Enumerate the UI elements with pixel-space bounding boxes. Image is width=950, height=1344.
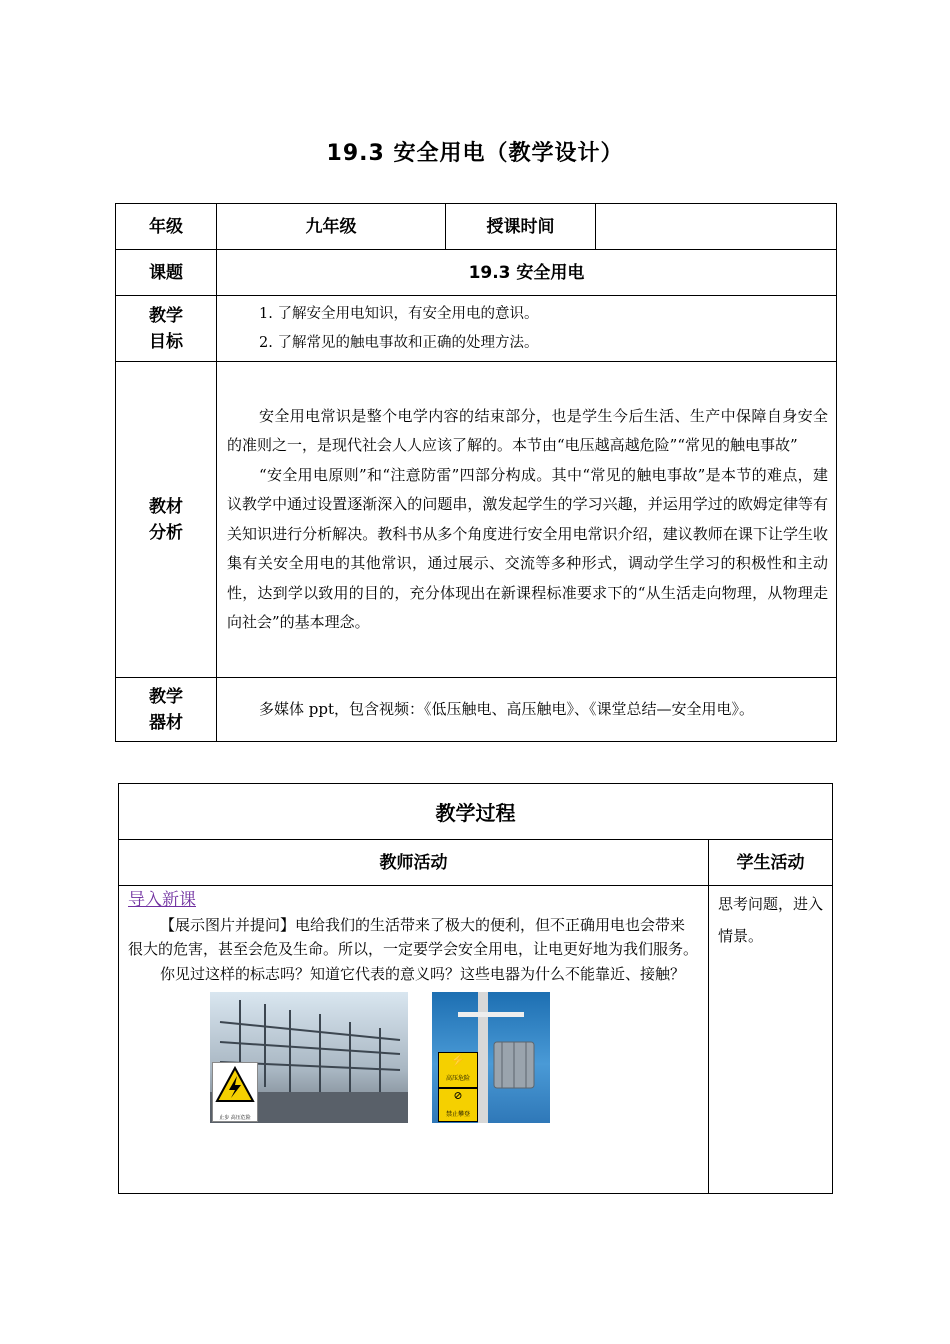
teaching-process-table bbox=[118, 783, 833, 1194]
intro-section-link[interactable]: 导入新课 bbox=[128, 890, 196, 910]
grade-row bbox=[116, 204, 837, 250]
analysis-paragraph: “安全用电原则”和“注意防雷”四部分构成。其中“常见的触电事故”是本节的难点，建议教学中通过设置逐渐深入的问题串，激发起学生的学习兴趣，并运用学过的欧姆定律等有关知识进行分析解决。教科书从多个角度进行安全用电常识介绍，建议教师在课下让学生收集有关安全用电的其他常识，通过展示、交流等多种形式，调动学生学习的积极性和主动性，达到学以致用的目的，充分体现出在新课程标准要求下的“从生活走向物理，从物理走向社会”的基本理念。 bbox=[227, 465, 828, 631]
lightning-icon: ⚡ bbox=[450, 1053, 466, 1067]
goal-row bbox=[116, 296, 837, 362]
topic-label: 课题 bbox=[116, 250, 217, 296]
teacher-activity-header: 教师活动 bbox=[119, 840, 709, 886]
warning-sign-no-climb: ⊘ 禁止攀登 bbox=[438, 1088, 478, 1122]
power-pole-photo bbox=[432, 992, 550, 1123]
analysis-label: 教材分析 bbox=[116, 362, 217, 678]
student-activity-header: 学生活动 bbox=[709, 840, 833, 886]
high-voltage-icon bbox=[213, 1063, 257, 1107]
student-activity-cell: 思考问题，进入情景。 bbox=[709, 886, 833, 1194]
lesson-info-table bbox=[115, 203, 837, 742]
materials-label: 教学器材 bbox=[116, 678, 217, 742]
time-value bbox=[596, 204, 837, 250]
warning-sign-danger: ⚡ 高压危险 bbox=[438, 1052, 478, 1088]
process-header-row bbox=[119, 840, 833, 886]
goal-list bbox=[217, 296, 837, 362]
analysis-paragraph: 安全用电常识是整个电学内容的结束部分，也是学生今后生活、生产中保障自身安全的准则之一，是现代社会人人应该了解的。本节由“电压越高越危险”“常见的触电事故” bbox=[227, 406, 828, 454]
analysis-text bbox=[217, 362, 837, 678]
goal-item: 2. 了解常见的触电事故和正确的处理方法。 bbox=[259, 334, 539, 351]
teacher-activity-cell bbox=[119, 886, 709, 1194]
goal-label: 教学目标 bbox=[116, 296, 217, 362]
materials-row bbox=[116, 678, 837, 742]
goal-item: 1. 了解安全用电知识，有安全用电的意识。 bbox=[259, 305, 539, 322]
page-title: 19.3 安全用电（教学设计） bbox=[326, 141, 624, 166]
process-title-row bbox=[119, 784, 833, 840]
materials-text: 多媒体 ppt，包含视频：《低压触电、高压触电》、《课堂总结—安全用电》。 bbox=[217, 678, 837, 742]
warning-sign: 止步 高压危险 bbox=[212, 1062, 258, 1122]
topic-row bbox=[116, 250, 837, 296]
question-paragraph: 你见过这样的标志吗？知道它代表的意义吗？这些电器为什么不能靠近、接触？ bbox=[160, 964, 686, 983]
time-label: 授课时间 bbox=[446, 204, 596, 250]
grade-value: 九年级 bbox=[217, 204, 446, 250]
substation-photo bbox=[210, 992, 408, 1123]
process-content-row bbox=[119, 886, 833, 1194]
intro-paragraph: 【展示图片并提问】电给我们的生活带来了极大的便利，但不正确用电也会带来很大的危害，甚至会危及生命。所以，一定要学会安全用电，让电更好地为我们服务。 bbox=[128, 915, 699, 958]
process-title: 教学过程 bbox=[119, 784, 833, 840]
illustration-row bbox=[128, 992, 699, 1132]
grade-label: 年级 bbox=[116, 204, 217, 250]
topic-value: 19.3 安全用电 bbox=[217, 250, 837, 296]
no-climb-icon: ⊘ bbox=[453, 1089, 463, 1102]
analysis-row bbox=[116, 362, 837, 678]
